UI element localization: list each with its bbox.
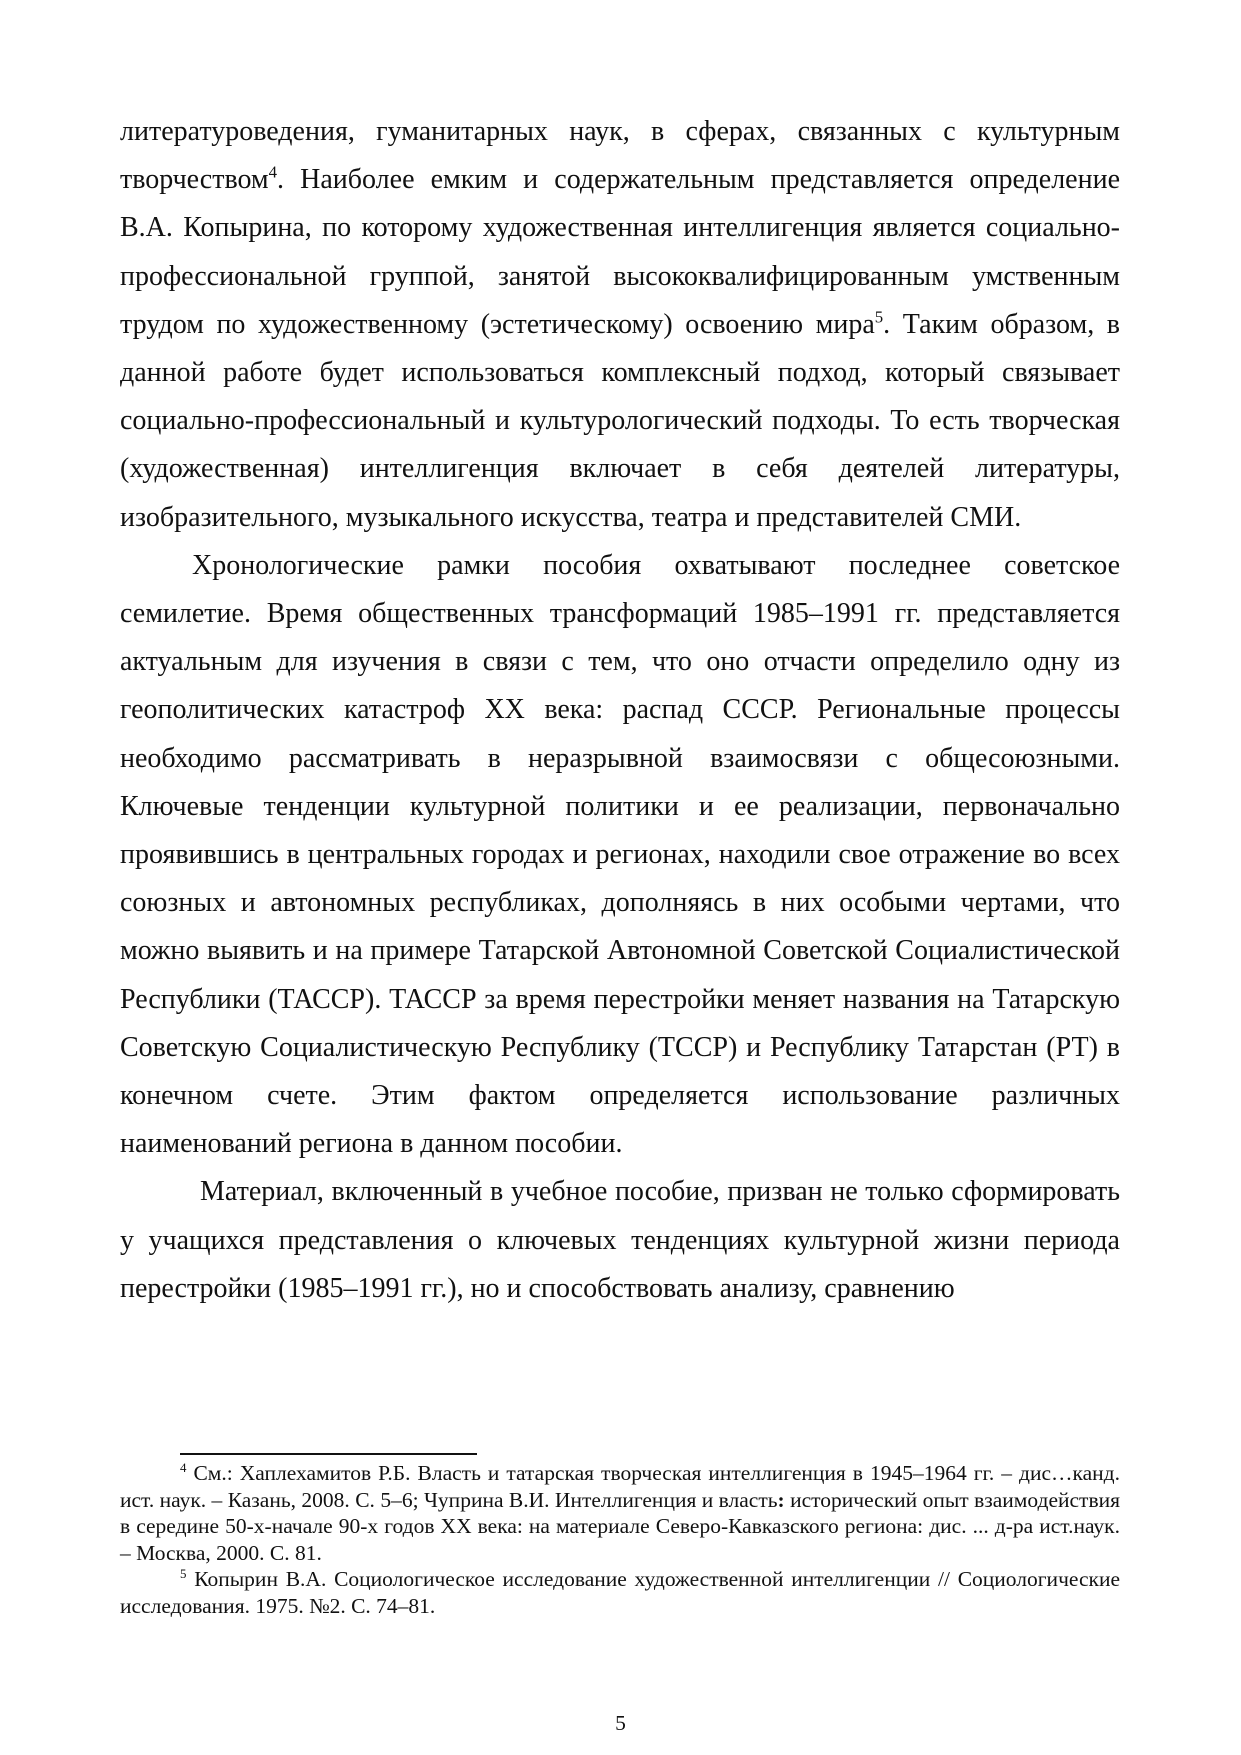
footnote-separator [180, 1453, 477, 1455]
footnote-ref-4: 4 [268, 162, 278, 182]
footnote-5-text: Копырин В.А. Социологическое исследование художественной интеллигенции // Социологические исследования. 1975. №2. С. 74–81. [120, 1567, 1120, 1618]
paragraph-3: Материал, включенный в учебное пособие, призван не только сформировать у учащихся представления о ключевых тенденциях культурной жизни периода перестройки (1985–1991 гг.), но и способствовать анализу, сравнению [120, 1176, 1120, 1304]
paragraph-1-part-2: . Наиболее емким и содержательным представляется определение В.А. Копырина, по которому художественная интеллигенция является социально-профессиональной группой, занятой высококвалифицированным умственным трудом по художественному (эстетическому) освоению мира [120, 164, 1120, 340]
main-text [120, 108, 1120, 1313]
footnote-ref-5: 5 [874, 307, 884, 327]
paragraph-1-part-1: литературоведения, гуманитарных наук, в сферах, связанных с культурным творчеством [120, 116, 1120, 196]
page-number: 5 [615, 1711, 626, 1735]
footnote-4-part-2: исторический опыт взаимодействия в середине 50-х-начале 90-х годов XX века: на материале Северо-Кавказского региона: дис. ... д-ра ист.наук. – Москва, 2000. С. 81. [120, 1487, 1120, 1565]
footnote-4-part-1: См.: Хаплехамитов Р.Б. Власть и татарская творческая интеллигенция в 1945–1964 гг. – дис…канд. ист. наук. – Казань, 2008. С. 5–6; Чуприна В.И. Интеллигенция и власть [120, 1461, 1120, 1512]
paragraph-1 [120, 108, 1120, 542]
footnote-4 [120, 1460, 1120, 1566]
paragraph-1-part-3: . Таким образом, в данной работе будет использоваться комплексный подход, который связывает социально-профессиональный и культурологический подходы. То есть творческая (художественная) интеллигенция включает в себя деятелей литературы, изобразительного, музыкального искусства, театра и представителей СМИ. [120, 308, 1121, 533]
footnote-5 [120, 1566, 1120, 1619]
footnote-4-colon: : [777, 1487, 785, 1512]
footnote-5-number: 5 [180, 1567, 187, 1582]
paragraph-2: Хронологические рамки пособия охватывают последнее советское семилетие. Время общественных трансформаций 1985–1991 гг. представляется актуальным для изучения в связи с тем, что оно отчасти определило одну из геополитических катастроф XX века: распад СССР. Региональные процессы необходимо рассматривать в неразрывной взаимосвязи с общесоюзными. Ключевые тенденции культурной политики и ее реализации, первоначально проявившись в центральных городах и регионах, находили свое отражение во всех союзных и автономных республиках, дополняясь в них особыми чертами, что можно выявить и на примере Татарской Автономной Советской Социалистической Республики (ТАССР). ТАССР за время перестройки меняет названия на Татарскую Советскую Социалистическую Республику (ТССР) и Республику Татарстан (РТ) в конечном счете. Этим фактом определяется использование различных наименований региона в данном пособии. [120, 549, 1120, 1160]
footnote-4-number: 4 [180, 1460, 187, 1475]
footnotes [120, 1460, 1120, 1620]
